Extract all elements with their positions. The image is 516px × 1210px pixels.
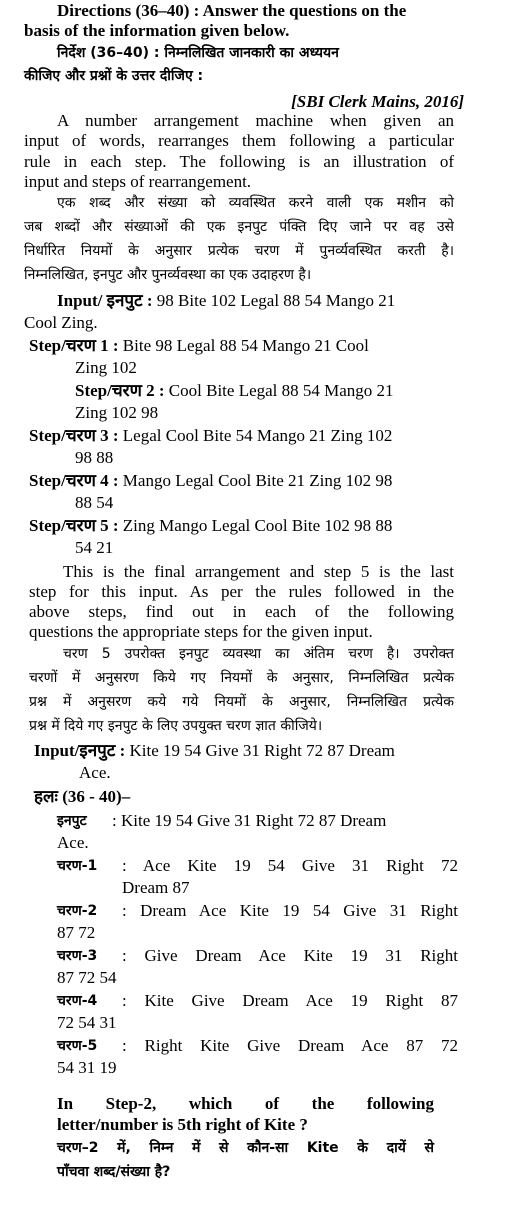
intro-line-hindi: निम्नलिखित, इनपुट और पुनर्व्यवस्था का एक उदाहरण है। (24, 267, 312, 283)
final-line-hindi: प्रश्न में दिये गए इनपुट के लिए उपयुक्त चरण ज्ञात कीजिये। (29, 718, 323, 734)
step-4 (29, 470, 392, 492)
final-line: step for this input. As per the rules followed in the (29, 582, 454, 601)
directions-heading-cont: basis of the information given below. (24, 21, 290, 40)
step-label: Step/चरण 5 : (29, 516, 119, 535)
intro-line-hindi: एक शब्द और संख्या को व्यवस्थित करने वाली एक मशीन को (57, 195, 454, 211)
solution-input-label: इनपुट (57, 813, 87, 829)
solution-step-value: : Dream Ace Kite 19 54 Give 31 Right (122, 901, 458, 920)
intro-line: input of words, rearranges them following a particular (24, 131, 454, 150)
solution-input-cont: Ace. (57, 833, 89, 852)
step-label: Step/चरण 4 : (29, 471, 119, 490)
solution-step-label: चरण-4 (57, 993, 98, 1009)
given-input-cont: Ace. (79, 763, 111, 782)
step-value: Bite 98 Legal 88 54 Mango 21 Cool (122, 336, 369, 355)
given-input-label: Input/इनपुट : (34, 741, 126, 760)
intro-line-hindi: जब शब्दों और संख्याओं की एक इनपुट पंक्ति दिए जाने पर वह उसे (24, 219, 454, 235)
directions-heading-hindi: निर्देश (36–40) : निम्नलिखित जानकारी का अध्ययन (57, 45, 339, 61)
input-label: Input/ इनपुट : (57, 291, 153, 310)
step-value: Cool Bite Legal 88 54 Mango 21 (168, 381, 394, 400)
step-1 (29, 335, 369, 357)
final-line: above steps, find out in each of the following (29, 602, 454, 621)
solution-step-value: : Right Kite Give Dream Ace 87 72 (122, 1036, 458, 1055)
directions-heading-hindi-cont: कीजिए और प्रश्नों के उत्तर दीजिए : (24, 68, 204, 84)
step-value-cont: 98 88 (75, 448, 114, 467)
step-label: Step/चरण 2 : (75, 381, 165, 400)
step-2 (75, 380, 394, 402)
question-text-hindi: चरण–2 में, निम्न में से कौन-सा Kite के दायें से (57, 1140, 434, 1156)
step-label: Step/चरण 1 : (29, 336, 119, 355)
intro-line: input and steps of rearrangement. (24, 172, 252, 191)
solution-input-value: : Kite 19 54 Give 31 Right 72 87 Dream (112, 811, 387, 830)
directions-heading: Directions (36–40) : Answer the questions on the (57, 1, 407, 20)
step-3 (29, 425, 392, 447)
solution-step-cont: 54 31 19 (57, 1058, 117, 1077)
final-line-hindi: चरणों में अनुसरण किये गए नियमों के अनुसार, निम्नलिखित प्रत्येक (29, 670, 454, 686)
question-text: In Step-2, which of the following (57, 1094, 434, 1113)
step-value-cont: 88 54 (75, 493, 114, 512)
question-text-cont: letter/number is 5th right of Kite ? (57, 1115, 308, 1134)
step-5 (29, 515, 392, 537)
step-value-cont: 54 21 (75, 538, 114, 557)
step-value-cont: Zing 102 (75, 358, 137, 377)
given-input-value: Kite 19 54 Give 31 Right 72 87 Dream (129, 741, 395, 760)
final-line-hindi: प्रश्न में अनुसरण कये गये नियमों के अनुसार, निम्नलिखित प्रत्येक (29, 694, 454, 710)
solution-step-cont: 87 72 54 (57, 968, 117, 987)
solution-step-label: चरण-3 (57, 948, 98, 964)
intro-line-hindi: निर्धारित नियमों के अनुसार प्रत्येक चरण में पुनर्व्यवस्थित करती है। (24, 243, 454, 259)
solution-step-value: : Give Dream Ace Kite 19 31 Right (122, 946, 458, 965)
solution-step-label: चरण-2 (57, 903, 98, 919)
solution-step-cont: 72 54 31 (57, 1013, 117, 1032)
illustration-input (57, 290, 395, 312)
solution-step-cont (57, 922, 95, 944)
step-label: Step/चरण 3 : (29, 426, 119, 445)
solution-step-label: चरण-5 (57, 1038, 98, 1054)
solution-step-value: : Ace Kite 19 54 Give 31 Right 72 (122, 856, 458, 875)
solution-step-cont: Dream 87 (122, 878, 190, 897)
given-input (34, 740, 395, 762)
final-line: This is the final arrangement and step 5 is the last (63, 562, 454, 581)
step-value-cont: Zing 102 98 (75, 403, 159, 422)
intro-line: rule in each step. The following is an illustration of (24, 152, 454, 171)
intro-line: A number arrangement machine when given an (57, 111, 454, 130)
final-line-hindi: चरण 5 उपरोक्त इनपुट व्यवस्था का अंतिम चरण है। उपरोक्त (63, 646, 454, 662)
input-value: 98 Bite 102 Legal 88 54 Mango 21 (156, 291, 396, 310)
step-value: Zing Mango Legal Cool Bite 102 98 88 (122, 516, 393, 535)
question-text-hindi-cont: पाँचवा शब्द/संख्या है? (57, 1164, 171, 1180)
step-value: Mango Legal Cool Bite 21 Zing 102 98 (122, 471, 393, 490)
final-line: questions the appropriate steps for the given input. (29, 622, 373, 641)
input-value-cont: Cool Zing. (24, 313, 98, 332)
solution-step-cont-text: 87 72 (57, 923, 96, 942)
solution-step-value: : Kite Give Dream Ace 19 Right 87 (122, 991, 458, 1010)
source-citation: [SBI Clerk Mains, 2016] (291, 92, 464, 111)
solution-step-label: चरण-1 (57, 858, 98, 874)
solution-heading: हलः (36 - 40)– (34, 787, 131, 806)
step-value: Legal Cool Bite 54 Mango 21 Zing 102 (122, 426, 393, 445)
